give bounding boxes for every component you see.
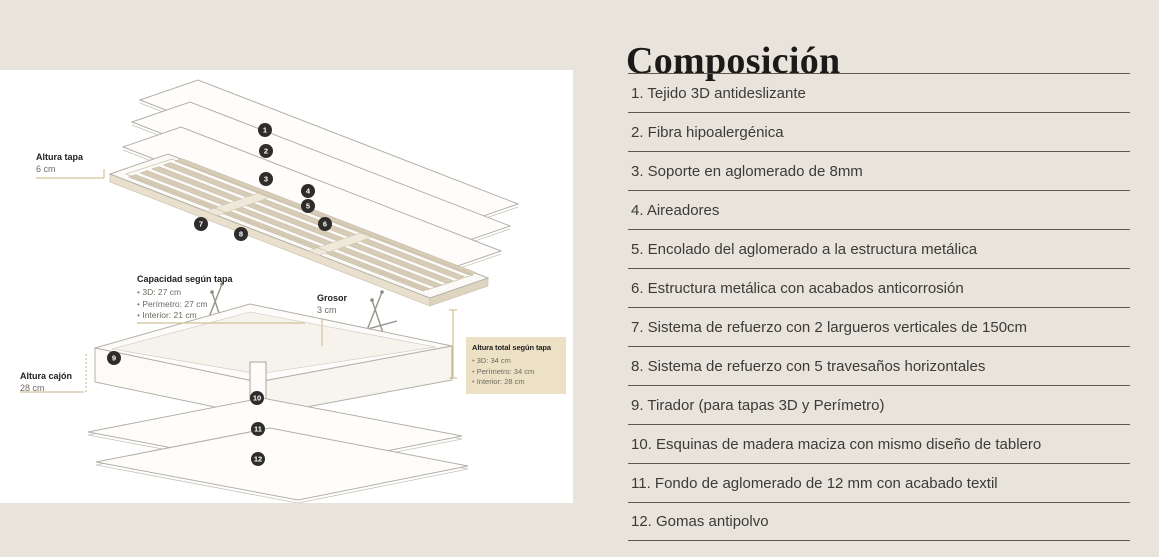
composition-item-label: 9. Tirador (para tapas 3D y Perímetro) [631, 396, 885, 414]
spec-bullet: • 3D: 27 cm [137, 287, 233, 299]
composition-item-label: 12. Gomas antipolvo [631, 513, 769, 530]
composition-item [628, 73, 1130, 112]
composition-item-label: 1. Tejido 3D antideslizante [631, 84, 806, 102]
bed-diagram-panel [0, 70, 573, 503]
callout-value: 6 cm [36, 164, 56, 174]
spec-bullet: • 3D: 34 cm [472, 356, 560, 367]
composition-item [628, 307, 1130, 346]
callout-title: Grosor [317, 293, 348, 303]
callout-title: Altura tapa [36, 152, 84, 162]
callout-value: 28 cm [20, 383, 45, 393]
composition-item-label: 4. Aireadores [631, 201, 720, 219]
callout-title: Altura cajón [20, 371, 73, 381]
part-badge-number: 7 [198, 219, 204, 229]
composition-list [628, 73, 1130, 541]
composition-item-label: 2. Fibra hipoalergénica [631, 123, 784, 141]
callout-title: Capacidad según tapa [137, 274, 233, 284]
bed-exploded-diagram [0, 70, 573, 503]
composition-item [628, 190, 1130, 229]
callout-thickness [317, 292, 347, 316]
page-title: Composición [626, 40, 841, 83]
composition-item-label: 5. Encolado del aglomerado a la estructura metálica [631, 240, 978, 258]
part-badge-number: 4 [305, 186, 311, 196]
composition-item-label: 6. Estructura metálica con acabados anticorrosión [631, 279, 964, 297]
spec-bullet: • Perímetro: 27 cm [137, 299, 233, 311]
callout-total-height [466, 337, 566, 394]
part-badge-number: 3 [263, 174, 269, 184]
part-badge-number: 6 [322, 219, 328, 229]
part-badge-number: 1 [262, 125, 268, 135]
composition-item [628, 346, 1130, 385]
composition-item [628, 424, 1130, 463]
part-badge-number: 12 [253, 454, 263, 464]
callout-spec-list [472, 356, 560, 388]
composition-item [628, 385, 1130, 424]
composition-item [628, 268, 1130, 307]
composition-item [628, 112, 1130, 151]
callout-value: 3 cm [317, 305, 337, 315]
part-badge-number: 8 [238, 229, 244, 239]
composition-item-label: 10. Esquinas de madera maciza con mismo diseño de tablero [631, 435, 1042, 453]
composition-item [628, 463, 1130, 502]
part-badge-number: 9 [111, 353, 117, 363]
composition-item-label: 7. Sistema de refuerzo con 2 largueros verticales de 150cm [631, 318, 1028, 336]
callout-spec-list [137, 287, 233, 322]
part-badge-number: 11 [254, 424, 262, 434]
spec-bullet: • Perímetro: 34 cm [472, 367, 560, 378]
composition-item [628, 502, 1130, 541]
callout-box-height [20, 370, 72, 394]
spec-bullet: • Interior: 28 cm [472, 377, 560, 388]
callout-capacity [137, 273, 233, 322]
composition-item-label: 11. Fondo de aglomerado de 12 mm con acabado textil [631, 474, 998, 492]
composition-item-label: 3. Soporte en aglomerado de 8mm [631, 162, 863, 180]
part-badge-number: 10 [252, 393, 262, 403]
composition-item [628, 151, 1130, 190]
callout-lid-height [36, 151, 83, 175]
part-badge-number: 5 [305, 201, 311, 211]
part-badge-number: 2 [263, 146, 269, 156]
bottom-panels [88, 398, 468, 503]
composition-item [628, 229, 1130, 268]
spec-bullet: • Interior: 21 cm [137, 310, 233, 322]
callout-title: Altura total según tapa [472, 343, 551, 352]
composition-item-label: 8. Sistema de refuerzo con 5 travesaños horizontales [631, 357, 986, 375]
